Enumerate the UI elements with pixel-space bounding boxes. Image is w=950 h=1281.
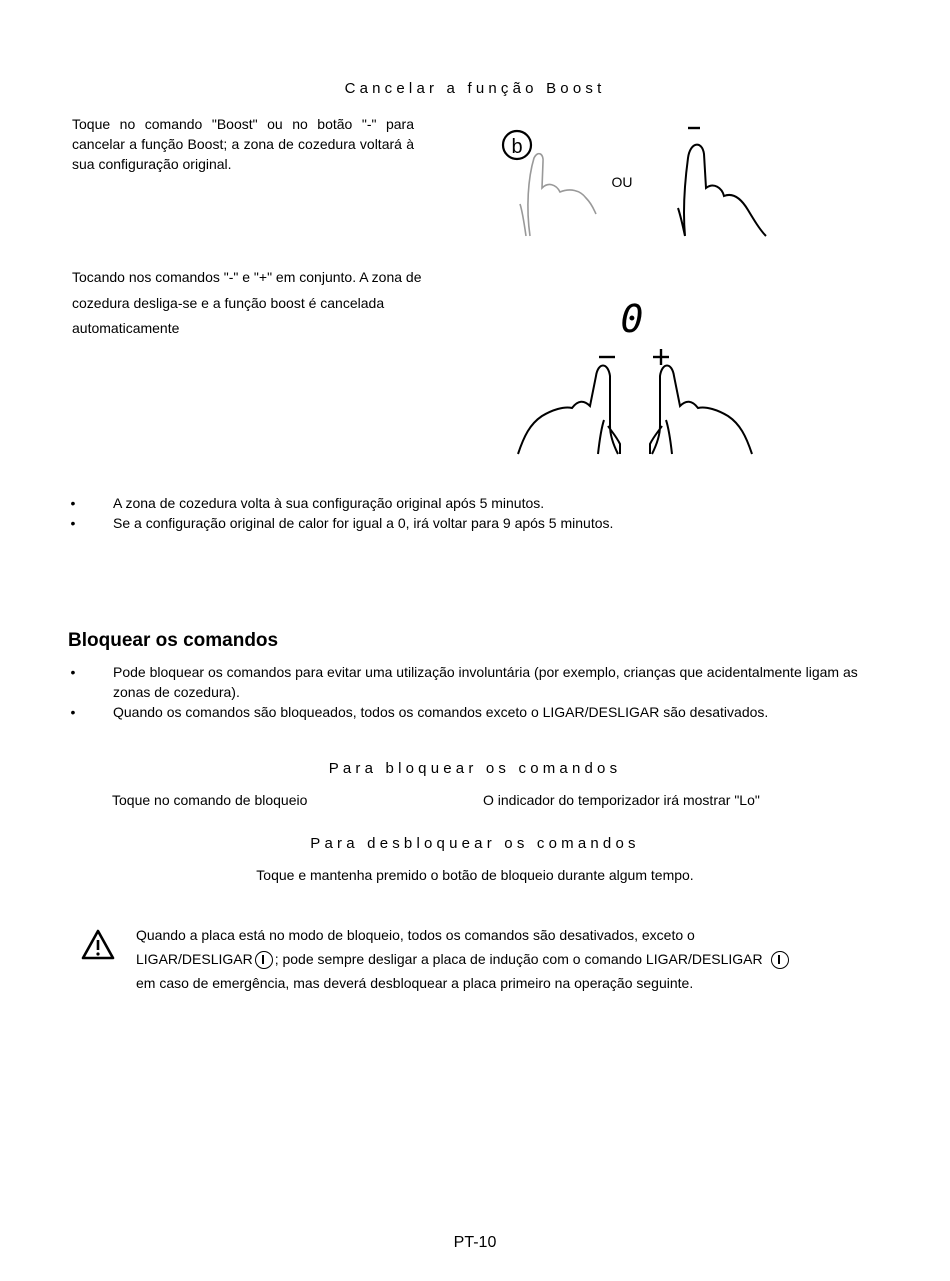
power-icon [255, 951, 273, 969]
finger-hand-icon [678, 145, 766, 236]
boost-bullet-list [68, 493, 908, 533]
warning-line-2: LIGAR/DESLIGAR ; pode sempre desligar a placa de indução com o comando LIGAR/DESLIGAR [136, 947, 856, 971]
list-item: • Quando os comandos são bloqueados, todos os comandos exceto o LIGAR/DESLIGAR são desativados. [70, 704, 769, 720]
unlock-instruction: Toque e mantenha premido o botão de bloqueio durante algum tempo. [256, 867, 694, 883]
lock-title: Para bloquear os comandos [328, 760, 622, 777]
page-number: PT-10 [453, 1234, 497, 1251]
power-icon [771, 951, 789, 969]
lock-instruction-right: O indicador do temporizador irá mostrar "Lo" [483, 792, 760, 808]
boost-paragraph-2: Tocando nos comandos "-" e "+" em conjunto. A zona de cozedura desliga-se e a função boost é cancelada automaticamente [72, 269, 422, 336]
b-button-label: b [511, 136, 523, 158]
lock-bullet-list [68, 662, 888, 722]
list-item: • Pode bloquear os comandos para evitar uma utilização involuntária (por exemplo, crianças que acidentalmente ligam as zonas de cozedura). [70, 664, 858, 700]
unlock-title: Para desbloquear os comandos [310, 835, 640, 852]
boost-title: Cancelar a função Boost [344, 80, 606, 97]
display-digit: 0 [620, 297, 644, 341]
boost-cancel-illustration [490, 118, 780, 243]
left-finger-hand-icon [518, 366, 620, 455]
ou-label: OU [611, 174, 633, 190]
boost-paragraph-1: Toque no comando "Boost" ou no botão "-" para cancelar a função Boost; a zona de cozedura voltará à sua configuração original. [72, 116, 414, 172]
lock-instruction-left: Toque no comando de bloqueio [112, 792, 308, 808]
plus-symbol-icon [653, 349, 669, 365]
list-item: • Se a configuração original de calor for igual a 0, irá voltar para 9 após 5 minutos. [70, 515, 614, 531]
warning-triangle-icon [80, 928, 116, 962]
right-finger-hand-icon [650, 366, 752, 455]
warning-line-1: Quando a placa está no modo de bloqueio, todos os comandos são desativados, exceto o [136, 927, 695, 943]
minus-plus-illustration [512, 296, 762, 461]
grey-finger-hand-icon [520, 154, 596, 236]
list-item: • A zona de cozedura volta à sua configuração original após 5 minutos. [70, 495, 545, 511]
warning-line-3: em caso de emergência, mas deverá desbloquear a placa primeiro na operação seguinte. [136, 975, 694, 991]
warning-text [136, 923, 856, 995]
lock-heading: Bloquear os comandos [68, 630, 279, 651]
